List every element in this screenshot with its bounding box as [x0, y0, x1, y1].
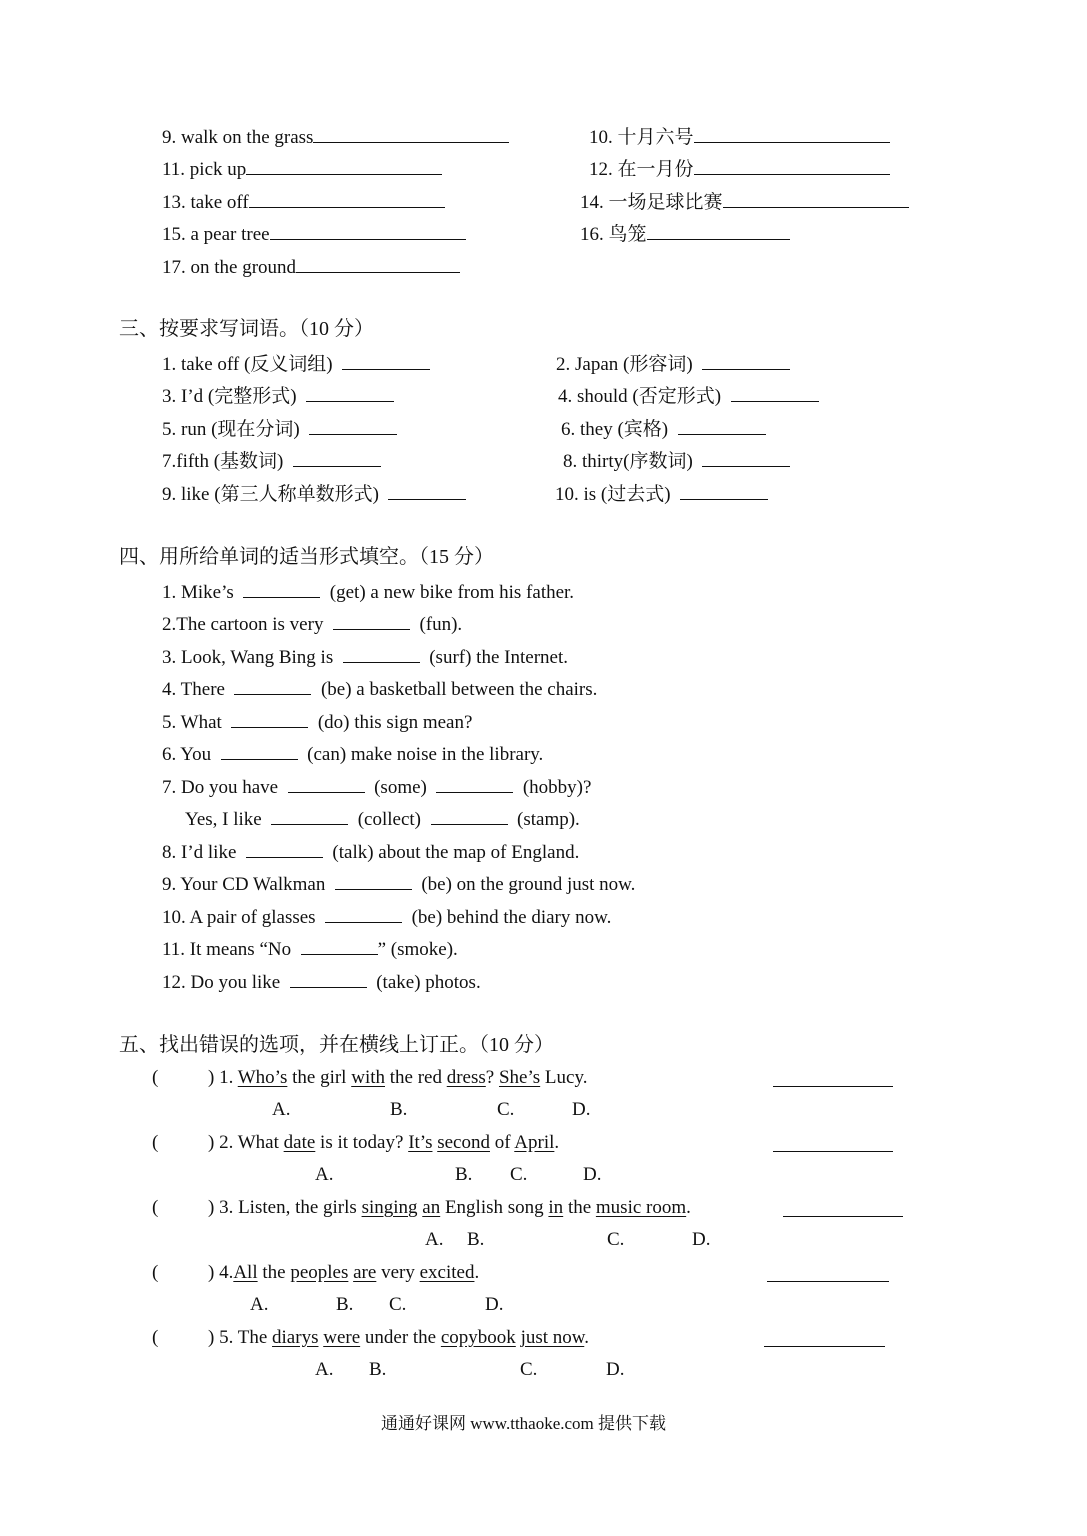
- option-letter-c: C.: [510, 1164, 528, 1185]
- fill-item-4: 4. There (be) a basketball between the chairs.: [162, 676, 597, 702]
- fill-item-12: 12. Do you like (take) photos.: [162, 969, 481, 995]
- page-footer: 通通好课网 www.tthaoke.com 提供下载: [381, 1414, 667, 1433]
- option-letter-d: D.: [606, 1359, 625, 1380]
- option-letter-c: C.: [497, 1099, 515, 1120]
- error-question-5: ) 5. The diarys were under the copybook just now.: [208, 1327, 590, 1348]
- option-letter-a: A.: [250, 1294, 269, 1315]
- vocab-item-14: 14. 一场足球比赛: [580, 189, 909, 215]
- word-form-item-5: 5. run (现在分词): [162, 416, 397, 442]
- fill-item-5: 5. What (do) this sign mean?: [162, 709, 472, 735]
- word-form-item-8: 8. thirty(序数词): [563, 448, 790, 474]
- error-question-2: ) 2. What date is it today? It’s second of April.: [208, 1132, 560, 1153]
- fill-item-1: 1. Mike’s (get) a new bike from his father.: [162, 579, 574, 605]
- paren-open-1: (: [152, 1067, 159, 1088]
- section-5-heading: 五、找出错误的选项，并在横线上订正。（10 分）: [119, 1034, 554, 1056]
- option-letter-a: A.: [315, 1359, 334, 1380]
- error-question-3: ) 3. Listen, the girls singing an English song in the music room.: [208, 1197, 691, 1218]
- answer-line-3: [783, 1216, 903, 1217]
- option-letter-d: D.: [583, 1164, 602, 1185]
- answer-line-5: [764, 1346, 885, 1347]
- fill-item-10: 10. A pair of glasses (be) behind the diary now.: [162, 904, 611, 930]
- vocab-item-9: 9. walk on the grass: [162, 124, 509, 150]
- section-4-heading: 四、用所给单词的适当形式填空。（15 分）: [119, 546, 494, 568]
- paren-open-5: (: [152, 1327, 159, 1348]
- vocab-item-13: 13. take off: [162, 189, 445, 215]
- vocab-item-12: 12. 在一月份: [589, 156, 890, 182]
- answer-line-2: [773, 1151, 893, 1152]
- word-form-item-10: 10. is (过去式): [555, 481, 768, 507]
- word-form-item-3: 3. I’d (完整形式): [162, 383, 394, 409]
- option-letter-b: B.: [369, 1359, 387, 1380]
- answer-line-1: [773, 1086, 893, 1087]
- option-letter-d: D.: [572, 1099, 591, 1120]
- paren-open-2: (: [152, 1132, 159, 1153]
- option-letter-d: D.: [485, 1294, 504, 1315]
- word-form-item-2: 2. Japan (形容词): [556, 351, 790, 377]
- paren-open-3: (: [152, 1197, 159, 1218]
- error-question-4: ) 4.All the peoples are very excited.: [208, 1262, 480, 1283]
- option-letter-b: B.: [336, 1294, 354, 1315]
- fill-item-8: 8. I’d like (talk) about the map of England.: [162, 839, 579, 865]
- fill-item-6: 6. You (can) make noise in the library.: [162, 741, 543, 767]
- option-letter-b: B.: [467, 1229, 485, 1250]
- option-letter-a: A.: [272, 1099, 291, 1120]
- fill-item-2: 2.The cartoon is very (fun).: [162, 611, 462, 637]
- word-form-item-9: 9. like (第三人称单数形式): [162, 481, 466, 507]
- option-letter-d: D.: [692, 1229, 711, 1250]
- word-form-item-6: 6. they (宾格): [561, 416, 766, 442]
- word-form-item-4: 4. should (否定形式): [558, 383, 819, 409]
- vocab-item-17: 17. on the ground: [162, 254, 460, 280]
- fill-item-9: 9. Your CD Walkman (be) on the ground just now.: [162, 871, 635, 897]
- option-letter-c: C.: [607, 1229, 625, 1250]
- word-form-item-1: 1. take off (反义词组): [162, 351, 430, 377]
- error-question-1: ) 1. Who’s the girl with the red dress? She’s Lucy.: [208, 1067, 588, 1088]
- fill-item-11: 11. It means “No ” (smoke).: [162, 936, 458, 962]
- vocab-item-15: 15. a pear tree: [162, 221, 466, 247]
- answer-line-4: [767, 1281, 889, 1282]
- option-letter-a: A.: [315, 1164, 334, 1185]
- fill-item-7-answer: Yes, I like (collect) (stamp).: [185, 806, 580, 832]
- word-form-item-7: 7.fifth (基数词): [162, 448, 381, 474]
- section-3-heading: 三、按要求写词语。（10 分）: [119, 318, 374, 340]
- option-letter-b: B.: [390, 1099, 408, 1120]
- vocab-item-16: 16. 鸟笼: [580, 221, 790, 247]
- paren-open-4: (: [152, 1262, 159, 1283]
- option-letter-c: C.: [520, 1359, 538, 1380]
- fill-item-7: 7. Do you have (some) (hobby)?: [162, 774, 591, 800]
- option-letter-c: C.: [389, 1294, 407, 1315]
- option-letter-a: A.: [425, 1229, 444, 1250]
- fill-item-3: 3. Look, Wang Bing is (surf) the Internet.: [162, 644, 568, 670]
- vocab-item-10: 10. 十月六号: [589, 124, 890, 150]
- option-letter-b: B.: [455, 1164, 473, 1185]
- vocab-item-11: 11. pick up: [162, 156, 442, 182]
